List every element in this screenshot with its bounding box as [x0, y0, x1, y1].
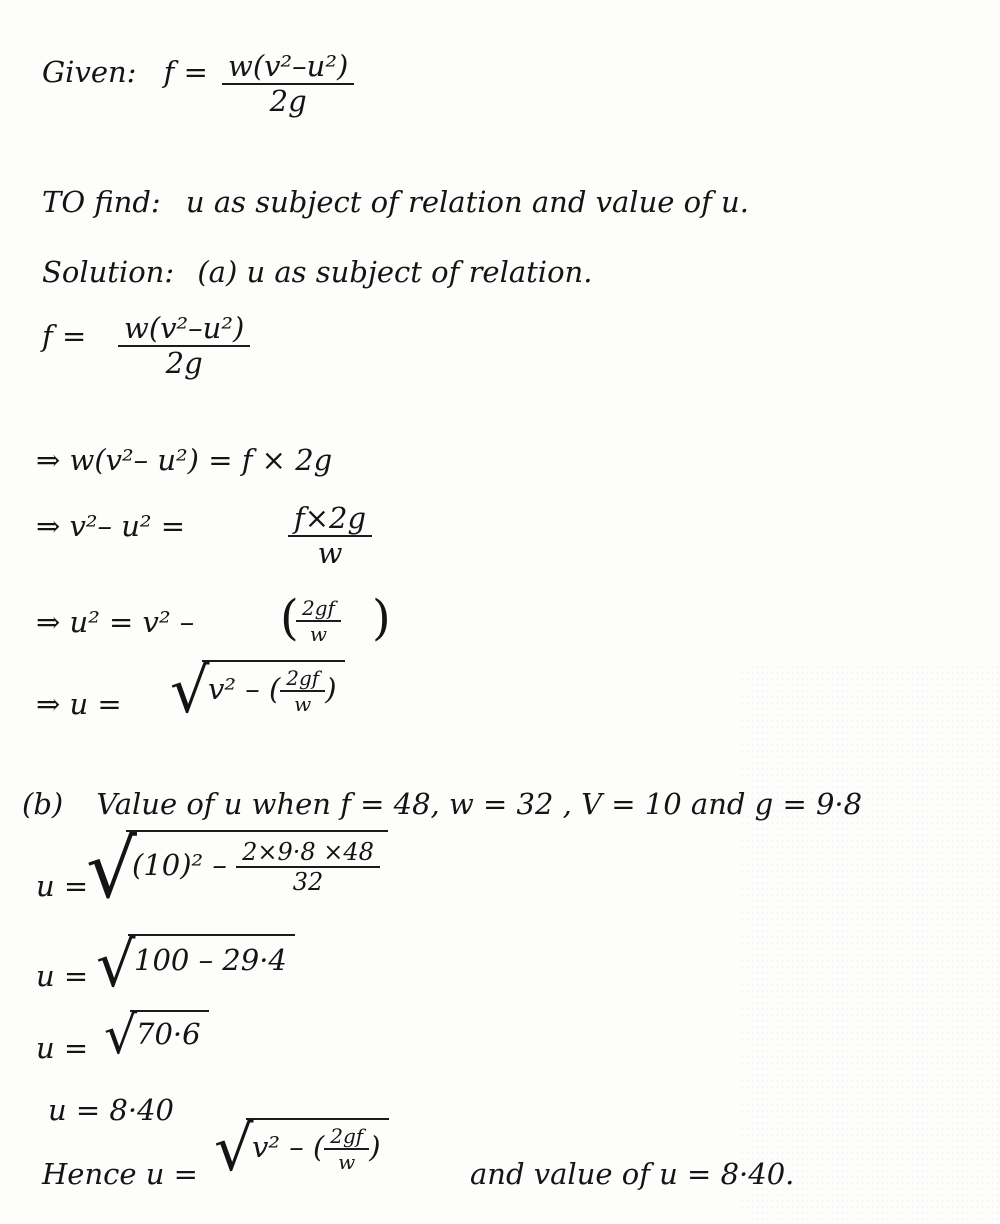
radical-sign-icon: √: [214, 1112, 254, 1185]
b-line1-denominator: 32: [292, 868, 324, 896]
step1: ⇒ w(v²– u²) = f × 2g: [36, 443, 333, 477]
eq1-denominator: 2g: [165, 346, 203, 380]
step4-radicand-post: ): [325, 672, 337, 706]
solution-heading: [42, 255, 593, 289]
given-label: Given:: [42, 55, 137, 89]
to-find-line: [42, 185, 749, 219]
eq1-fraction: [118, 311, 250, 380]
part-a-heading: (a) u as subject of relation.: [197, 255, 593, 289]
part-b-text: Value of u when f = 48, w = 32 , V = 10 and g = 9·8: [96, 787, 863, 821]
step3-fraction: [296, 598, 341, 644]
b-line1-lhs: u =: [36, 869, 89, 903]
given-denominator: 2g: [269, 84, 307, 118]
part-b-label: (b): [22, 787, 64, 821]
step2-numerator: f×2g: [288, 504, 372, 537]
final-radicand-pre: v² – (: [252, 1130, 325, 1164]
final-fraction: [324, 1126, 369, 1172]
b-line1-root: [86, 823, 388, 916]
step4-lhs: ⇒ u =: [36, 687, 122, 721]
final-radicand: [246, 1118, 389, 1172]
radical-sign-icon: √: [86, 823, 137, 916]
final-radicand-post: ): [369, 1130, 381, 1164]
step4-numerator: 2gf: [280, 668, 325, 692]
b-line1-radicand-pre: (10)² –: [132, 848, 227, 882]
to-find-text: u as subject of relation and value of u.: [185, 185, 749, 219]
step2-lhs: ⇒ v²– u² =: [36, 509, 186, 543]
radical-sign-icon: √: [104, 1006, 138, 1066]
eq1-lhs: f =: [42, 319, 87, 353]
given-line: [42, 55, 208, 89]
b-line2-lhs: u =: [36, 959, 89, 993]
step2-denominator: w: [317, 536, 343, 570]
final-root: [214, 1112, 389, 1185]
final-pre: Hence u =: [42, 1157, 198, 1191]
step2-fraction: [288, 501, 372, 570]
b-line3-radicand: 70·6: [130, 1010, 209, 1049]
step4-radicand: [202, 660, 345, 714]
b-line4: u = 8·40: [48, 1093, 174, 1127]
paper-texture: [740, 664, 1000, 1224]
given-fraction: [222, 49, 354, 118]
b-line1-numerator: 2×9·8 ×48: [236, 840, 380, 868]
to-find-label: TO find:: [42, 185, 161, 219]
step4-radicand-pre: v² – (: [208, 672, 281, 706]
given-lhs: f =: [163, 55, 208, 89]
step3-numerator: 2gf: [296, 598, 341, 622]
step3-denominator: w: [309, 622, 328, 646]
b-line3-root: [104, 1006, 209, 1066]
step3-close-paren: ): [372, 590, 391, 646]
b-line2-root: [96, 928, 295, 1001]
step4-root: [170, 654, 345, 727]
radical-sign-icon: √: [170, 654, 210, 727]
b-line1-radicand: [126, 830, 388, 894]
final-post: and value of u = 8·40.: [470, 1157, 795, 1191]
step3-lhs: ⇒ u² = v² –: [36, 605, 195, 639]
radical-sign-icon: √: [96, 928, 136, 1001]
step4-fraction: [280, 668, 325, 714]
final-denominator: w: [338, 1150, 356, 1174]
given-numerator: w(v²–u²): [222, 52, 354, 85]
b-line3-lhs: u =: [36, 1031, 89, 1065]
solution-label: Solution:: [42, 255, 175, 289]
b-line1-fraction: [236, 840, 380, 894]
step3-open-paren: (: [280, 590, 299, 646]
final-numerator: 2gf: [324, 1126, 369, 1150]
eq1-numerator: w(v²–u²): [118, 314, 250, 347]
b-line2-radicand: 100 – 29·4: [128, 934, 295, 975]
part-b-heading: [22, 787, 863, 821]
step4-denominator: w: [294, 692, 312, 716]
